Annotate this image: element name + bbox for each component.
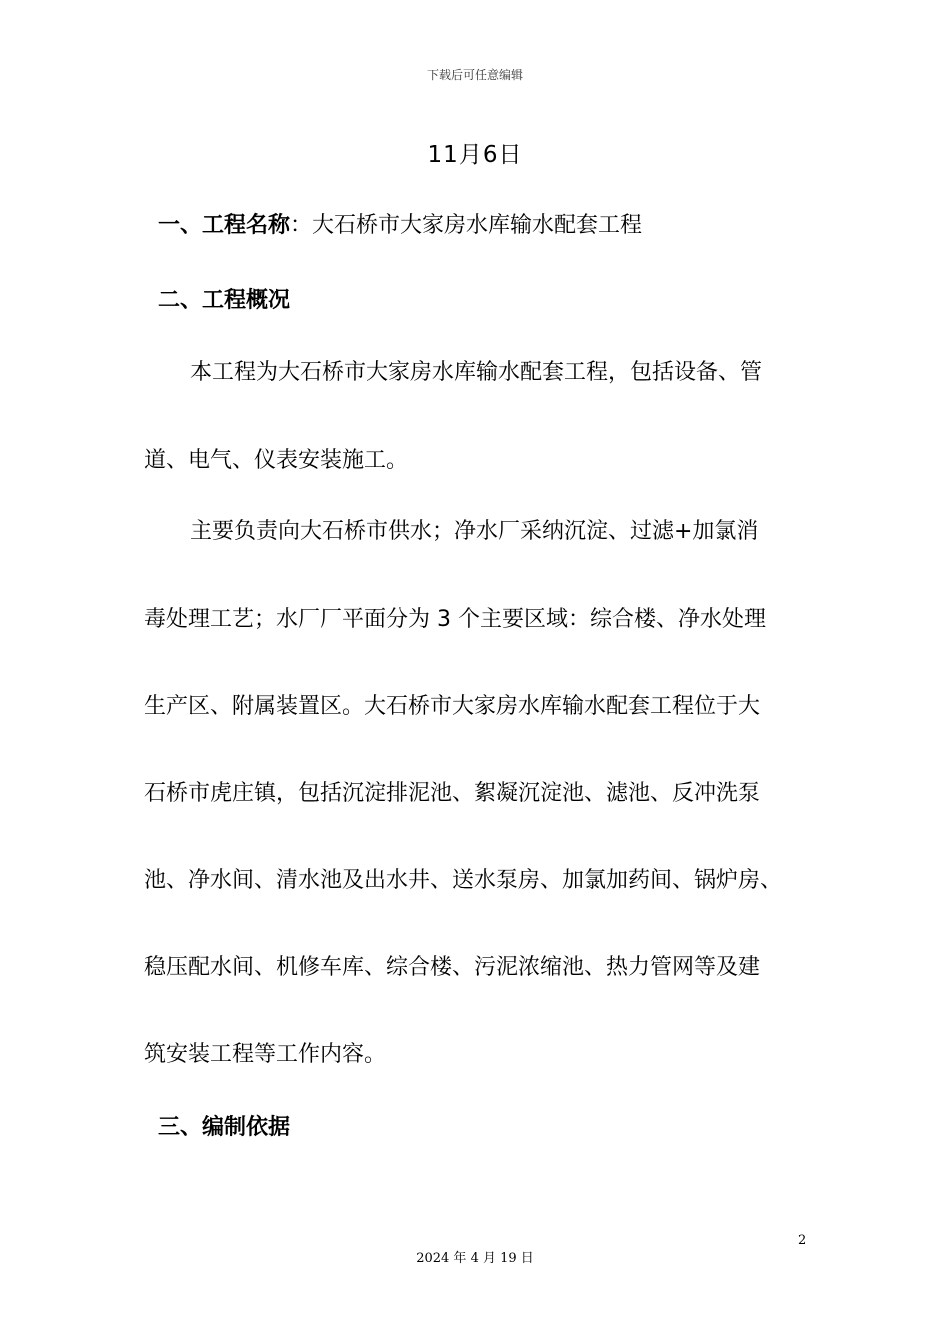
- section-1-heading: [158, 208, 642, 239]
- paragraph-1-line: 道、电气、仪表安装施工。: [144, 448, 409, 473]
- paragraph-2-line: 池、净水间、清水池及出水井、送水泵房、加氯加药间、锅炉房、: [144, 868, 783, 893]
- section-1-label: 一、工程名称: [158, 213, 291, 238]
- header-note: 下载后可任意编辑: [426, 68, 523, 82]
- section-1-value: ：大石桥市大家房水库输水配套工程: [290, 213, 643, 238]
- paragraph-2-line: 石桥市虎庄镇，包括沉淀排泥池、絮凝沉淀池、滤池、反冲洗泵: [144, 781, 761, 806]
- paragraph-2-line: 毒处理工艺；水厂厂平面分为 3 个主要区域：综合楼、净水处理: [144, 607, 766, 632]
- section-3-heading: 三、编制依据: [158, 1115, 291, 1140]
- paragraph-2-line: 稳压配水间、机修车库、综合楼、污泥浓缩池、热力管网等及建: [144, 955, 761, 980]
- paragraph-2-line: 生产区、附属装置区。大石桥市大家房水库输水配套工程位于大: [144, 694, 761, 719]
- document-date: 11月6日: [427, 142, 523, 168]
- paragraph-2-line: 主要负责向大石桥市供水；净水厂采纳沉淀、过滤+加氯消: [190, 519, 759, 544]
- page-number: 2: [798, 1233, 807, 1248]
- paragraph-1-line: 本工程为大石桥市大家房水库输水配套工程，包括设备、管: [190, 360, 763, 385]
- section-2-heading: 二、工程概况: [158, 288, 291, 313]
- paragraph-2-line: 筑安装工程等工作内容。: [144, 1042, 387, 1067]
- footer-date: 2024 年 4 月 19 日: [416, 1251, 534, 1266]
